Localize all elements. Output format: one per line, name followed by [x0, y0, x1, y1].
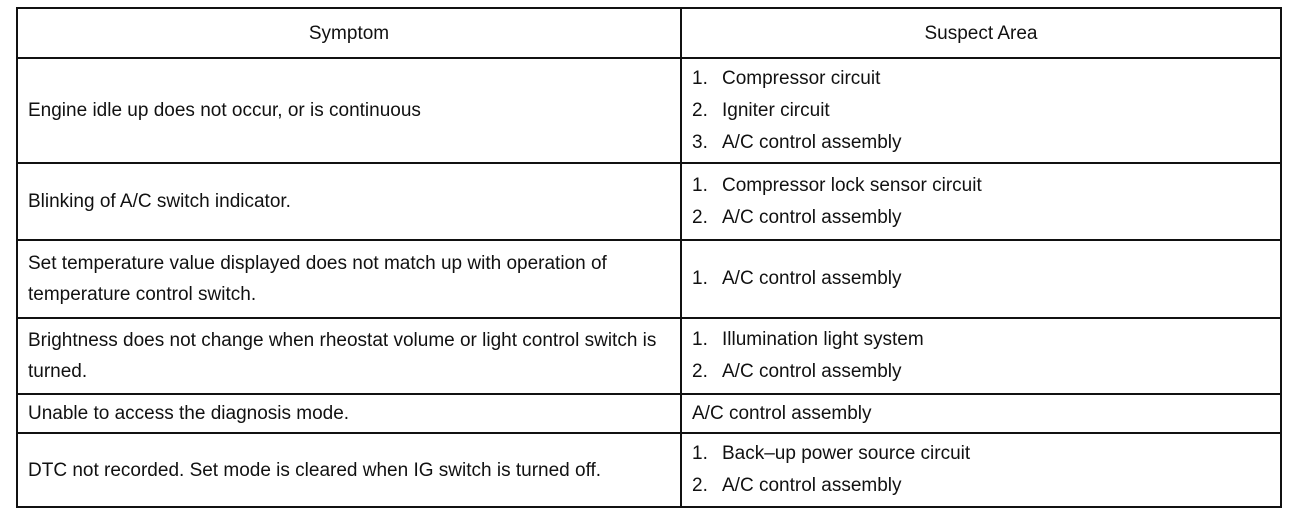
item-text: A/C control assembly [722, 131, 902, 153]
suspect-area-cell [681, 318, 1281, 394]
item-number: 1. [692, 443, 708, 464]
table-row [17, 433, 1281, 507]
suspect-area-cell: A/C control assembly [681, 394, 1281, 433]
item-text: Compressor lock sensor circuit [722, 174, 982, 196]
item-text: A/C control assembly [722, 268, 902, 289]
header-row [17, 8, 1281, 58]
table-row [17, 58, 1281, 163]
suspect-item [692, 324, 1270, 356]
item-text: Compressor circuit [722, 67, 881, 89]
symptom-cell: DTC not recorded. Set mode is cleared when IG switch is turned off. [17, 433, 681, 507]
item-number: 1. [692, 268, 708, 289]
item-text: A/C control assembly [722, 475, 902, 496]
item-number: 1. [692, 67, 708, 89]
suspect-area-cell [681, 163, 1281, 240]
item-text: A/C control assembly [722, 206, 902, 228]
symptom-cell: Engine idle up does not occur, or is continuous [17, 58, 681, 163]
symptom-cell: Set temperature value displayed does not match up with operation of temperature control switch. [17, 240, 681, 318]
suspect-item [692, 470, 1270, 502]
item-text: Igniter circuit [722, 99, 830, 121]
header-suspect-area: Suspect Area [681, 8, 1281, 58]
table-row [17, 394, 1281, 433]
symptom-cell: Unable to access the diagnosis mode. [17, 394, 681, 433]
item-number: 3. [692, 131, 708, 153]
item-text: Back–up power source circuit [722, 443, 971, 464]
suspect-item [692, 438, 1270, 470]
suspect-item [692, 170, 1270, 202]
item-number: 2. [692, 361, 708, 382]
suspect-item [692, 127, 1270, 159]
suspect-area-cell [681, 240, 1281, 318]
symptom-table [16, 7, 1282, 508]
table-row [17, 318, 1281, 394]
troubleshooting-sheet [16, 7, 1282, 508]
item-number: 2. [692, 99, 708, 121]
suspect-item [692, 356, 1270, 388]
suspect-item [692, 63, 1270, 95]
item-number: 1. [692, 174, 708, 196]
table-row [17, 240, 1281, 318]
item-number: 2. [692, 206, 708, 228]
symptom-cell: Blinking of A/C switch indicator. [17, 163, 681, 240]
suspect-item [692, 95, 1270, 127]
item-number: 2. [692, 475, 708, 496]
item-text: Illumination light system [722, 329, 924, 350]
suspect-area-cell [681, 58, 1281, 163]
item-number: 1. [692, 329, 708, 350]
table-row [17, 163, 1281, 240]
item-text: A/C control assembly [722, 361, 902, 382]
symptom-cell: Brightness does not change when rheostat volume or light control switch is turned. [17, 318, 681, 394]
suspect-item [692, 263, 1270, 295]
suspect-area-cell [681, 433, 1281, 507]
suspect-item [692, 202, 1270, 234]
header-symptom: Symptom [17, 8, 681, 58]
